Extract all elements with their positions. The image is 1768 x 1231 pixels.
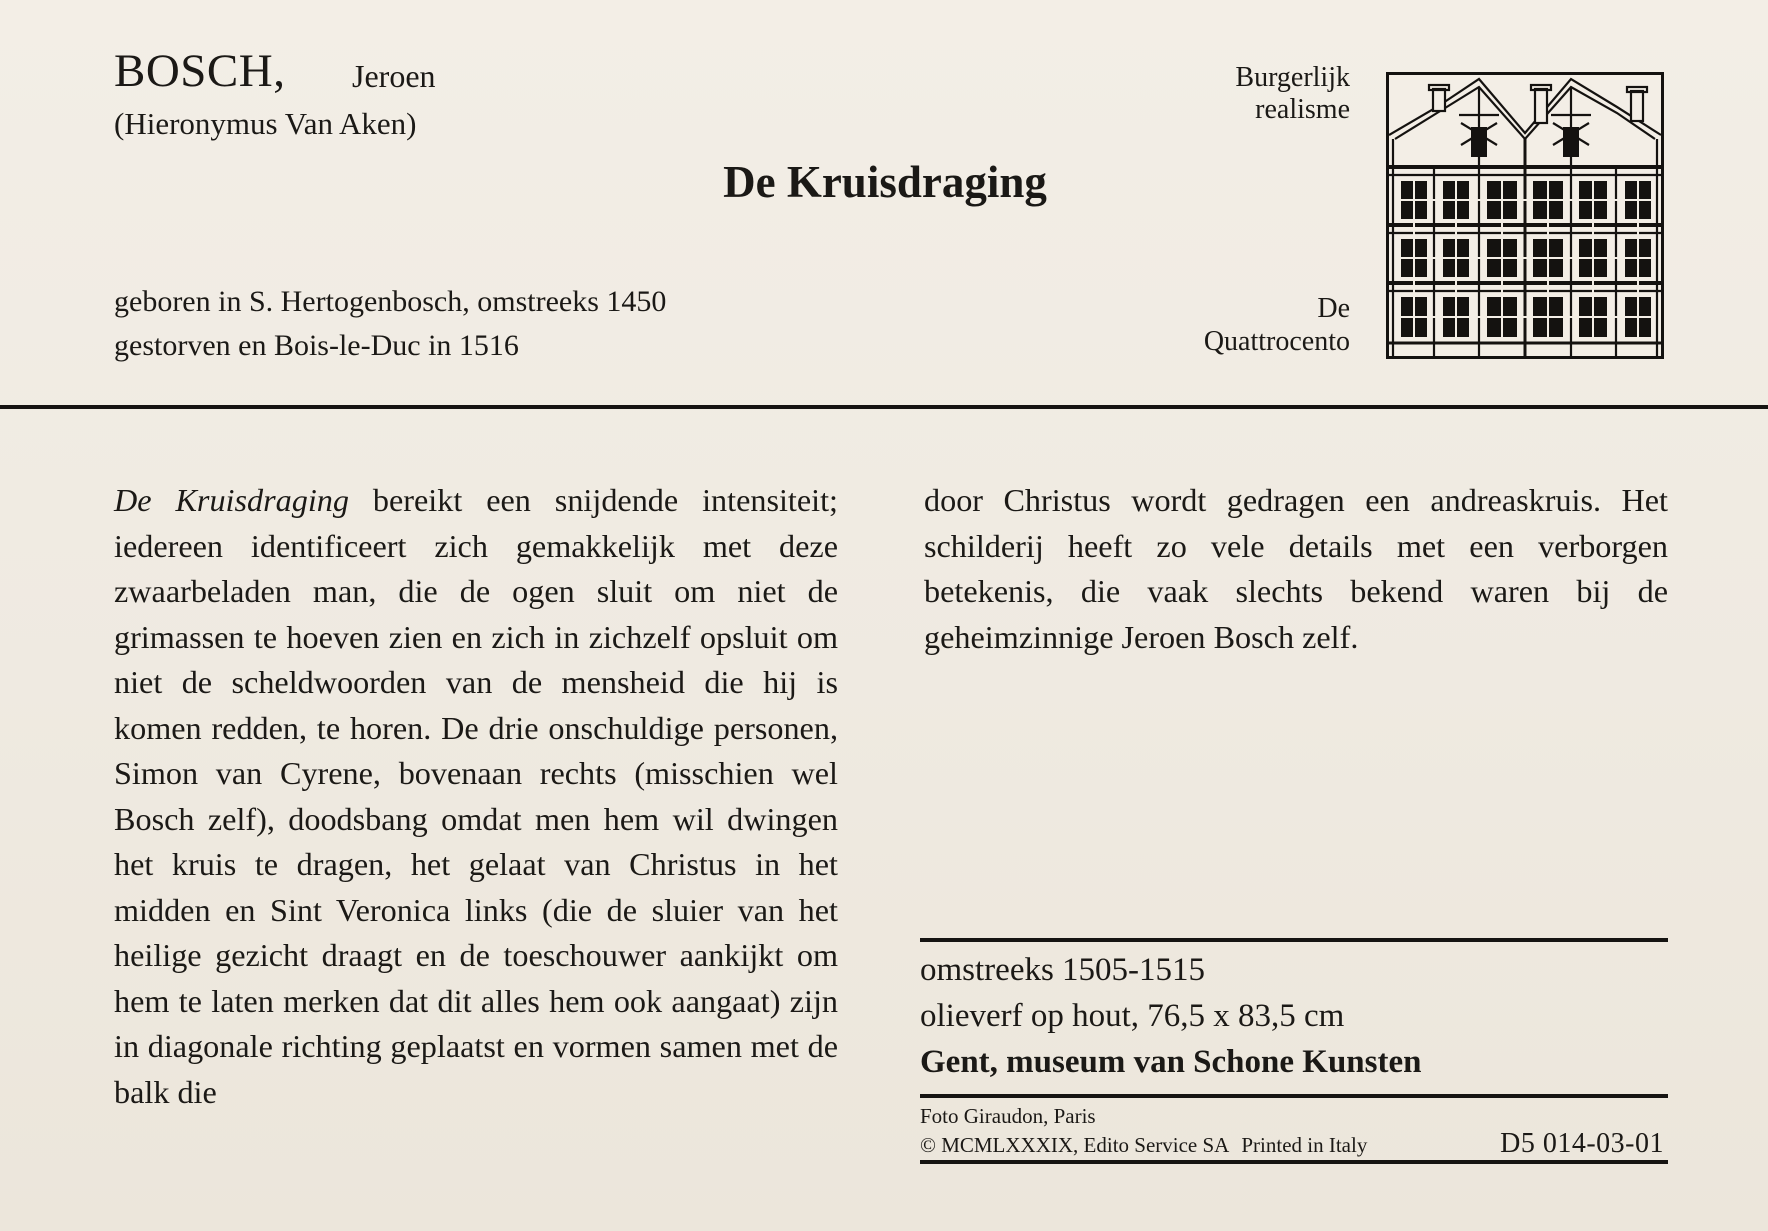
description-paragraph [114,478,838,1115]
period-line2: Quattrocento [1203,326,1350,357]
half-timbered-houses-icon [1386,72,1664,359]
artist-surname: BOSCH, [114,45,286,97]
artist-alias: (Hieronymus Van Aken) [114,106,417,141]
artwork-title: De Kruisdraging [723,157,1047,207]
bio-birth: geboren in S. Hertogenbosch, omstreeks 1450 [114,285,667,318]
card-code: D5 014-03-01 [1500,1128,1664,1159]
artwork-museum: Gent, museum van Schone Kunsten [920,1044,1422,1080]
info-rule-bottom [920,1160,1668,1164]
info-rule-middle [920,1094,1668,1098]
movement-label [1150,62,1350,126]
movement-line1: Burgerlijk [1235,62,1350,93]
artist-bio [114,280,666,368]
printed-in: Printed in Italy [1241,1133,1368,1157]
copyright-text: © MCMLXXXIX, Edito Service SA [920,1133,1230,1157]
description-title: De Kruisdraging [114,482,349,518]
artwork-medium: olieverf op hout, 76,5 x 83,5 cm [920,998,1345,1034]
description-text-right: door Christus wordt gedragen een andreaskruis. Het schilderij heeft zo vele details met een verborgen betekenis, die vaak slechts bekend waren bij de geheimzinnige Jeroen Bosch zelf. [924,482,1668,655]
description-text-left: bereikt een snijdende intensiteit; iedereen identificeert zich gemakkelijk met deze zwaarbeladen man, die de ogen sluit om niet de grimassen te hoeven zien en zich in zichzelf opsluit om niet de scheldwoorden van de mensheid die hij is komen redden, te horen. De drie onschuldige personen, Simon van Cyrene, bovenaan rechts (misschien wel Bosch zelf), doodsbang omdat men hem wil dwingen het kruis te dragen, het gelaat van Christus in het midden en Sint Veronica links (die de sluier van het heilige gezicht draagt en de toeschouwer aankijkt om hem te laten merken dat dit alles hem ook aangaat) zijn in diagonale richting geplaatst en vormen samen met de balk die [114,482,838,1110]
movement-line2: realisme [1255,94,1350,125]
photo-credit: Foto Giraudon, Paris [920,1104,1096,1128]
info-rule-top [920,938,1668,942]
artwork-date: omstreeks 1505-1515 [920,952,1206,988]
bio-death: gestorven en Bois-le-Duc in 1516 [114,329,519,362]
description-left-column [114,478,838,1115]
period-line1: De [1317,293,1350,324]
publisher-credit [920,1128,1664,1160]
header-divider [0,405,1768,409]
artist-firstname: Jeroen [352,58,436,94]
description-right-column [924,478,1668,660]
period-label [1100,292,1350,358]
